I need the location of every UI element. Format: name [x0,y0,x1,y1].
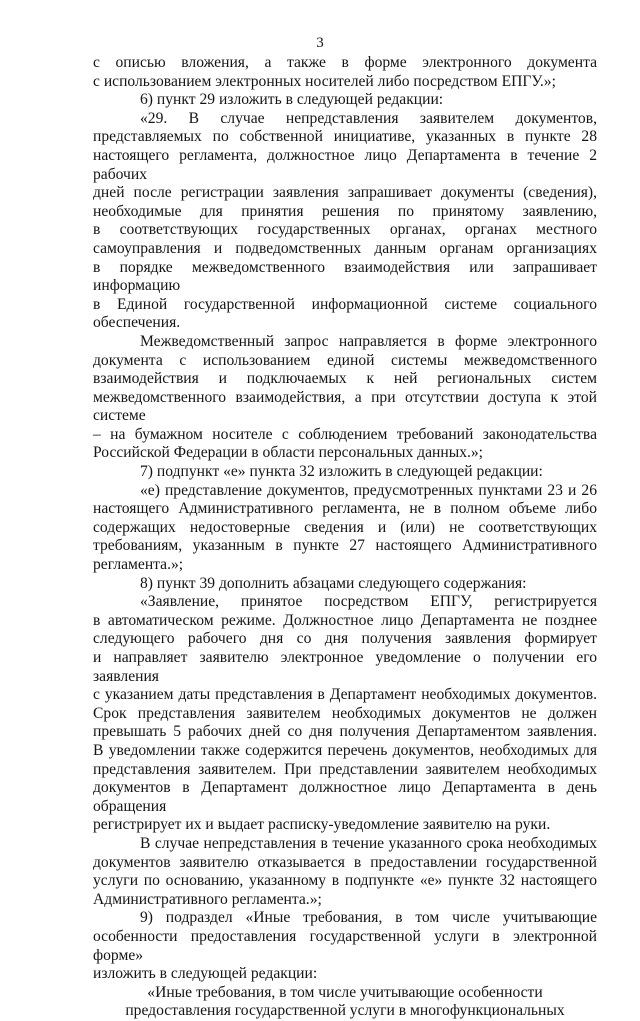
text-line: необходимые для принятия решения по принятому заявлению, [93,202,597,220]
text-line: дней после регистрации заявления запрашивает документы (сведения), [93,184,597,202]
text-line: Российской Федерации в области персональных данных.»; [93,444,484,462]
text-line: Срок представления заявителем необходимых документов не должен [93,704,597,722]
text-line: в автоматическом режиме. Должностное лицо Департамента не позднее [93,611,597,629]
text-line: «Заявление, принятое посредством ЕПГУ, регистрируется [140,593,597,611]
text-line: с описью вложения, а также в форме электронного документа [93,54,597,71]
document-text-body [93,54,597,1021]
text-line: 7) подпункт «е» пункта 32 изложить в следующей редакции: [140,463,543,481]
text-line: межведомственного взаимодействия, а при отсутствии доступа к этой системе [93,388,597,425]
text-line: превышать 5 рабочих дней со дня получения Департаментом заявления. [93,723,597,741]
text-line: представляемых по собственной инициативе, указанных в пункте 28 [93,128,597,146]
text-line: в порядке межведомственного взаимодействия или запрашивает информацию [93,258,597,295]
text-line: 8) пункт 39 дополнить абзацами следующего содержания: [140,574,527,592]
text-line: Межведомственный запрос направляется в форме электронного [140,332,597,350]
text-line: с указанием даты представления в Департамент необходимых документов. [93,686,597,704]
text-line: представления заявителем. При представлении заявителем необходимых [93,760,597,778]
text-line: изложить в следующей редакции: [93,965,318,983]
text-line: «е) представление документов, предусмотренных пунктами 23 и 26 [140,481,597,499]
text-line: 9) подраздел «Иные требования, в том числе учитывающие [140,909,597,927]
text-line: «Иные требования, в том числе учитывающие особенности [147,983,543,1001]
text-line: в соответствующих государственных органах, органах местного [93,221,597,239]
text-line: документов в Департамент должностное лицо Департамента в день обращения [93,779,597,815]
text-line: регламента.»; [93,556,184,574]
text-line: – на бумажном носителе с соблюдением требований законодательства [93,425,597,443]
text-line: Административного регламента.»; [93,890,322,908]
text-line: следующего рабочего дня со дня получения заявления формирует [93,630,597,648]
text-line: взаимодействия и подключаемых к ней региональных систем [93,370,597,388]
text-line: предоставления государственной услуги в многофункциональных [125,1002,565,1020]
text-line: В случае непредставления в течение указанного срока необходимых [140,834,597,852]
text-line: обеспечения. [93,314,181,332]
text-line: требованиям, указанным в пункте 27 настоящего Административного [93,537,597,555]
text-line: «29. В случае непредставления заявителем документов, [140,109,597,127]
text-line: документа с использованием единой системы межведомственного [93,351,597,369]
text-line: регистрирует их и выдает расписку-уведомление заявителю на руки. [93,816,551,834]
text-line: В уведомлении также содержится перечень документов, необходимых для [93,741,597,759]
text-line: услуги по основанию, указанному в подпункте «е» пункте 32 настоящего [93,872,597,890]
text-line: самоуправления и подведомственных данным органам организациях [93,239,597,257]
text-line: содержащих недостоверные сведения и (или) не соответствующих [93,518,597,536]
page-number: 3 [316,35,324,51]
text-line: 6) пункт 29 изложить в следующей редакции: [140,91,444,109]
text-line: в Единой государственной информационной системе социального [93,295,597,313]
text-line: с использованием электронных носителей либо посредством ЕПГУ.»; [93,72,556,90]
text-line: настоящего Административного регламента, не в полном объеме либо [93,500,597,518]
text-line: особенности предоставления государственной услуги в электронной форме» [93,927,597,964]
text-line: настоящего регламента, должностное лицо Департамента в течение 2 рабочих [93,146,597,183]
text-line: и направляет заявителю электронное уведомление о получении его заявления [93,649,597,685]
text-line: документов заявителю отказывается в предоставлении государственной [93,853,597,871]
